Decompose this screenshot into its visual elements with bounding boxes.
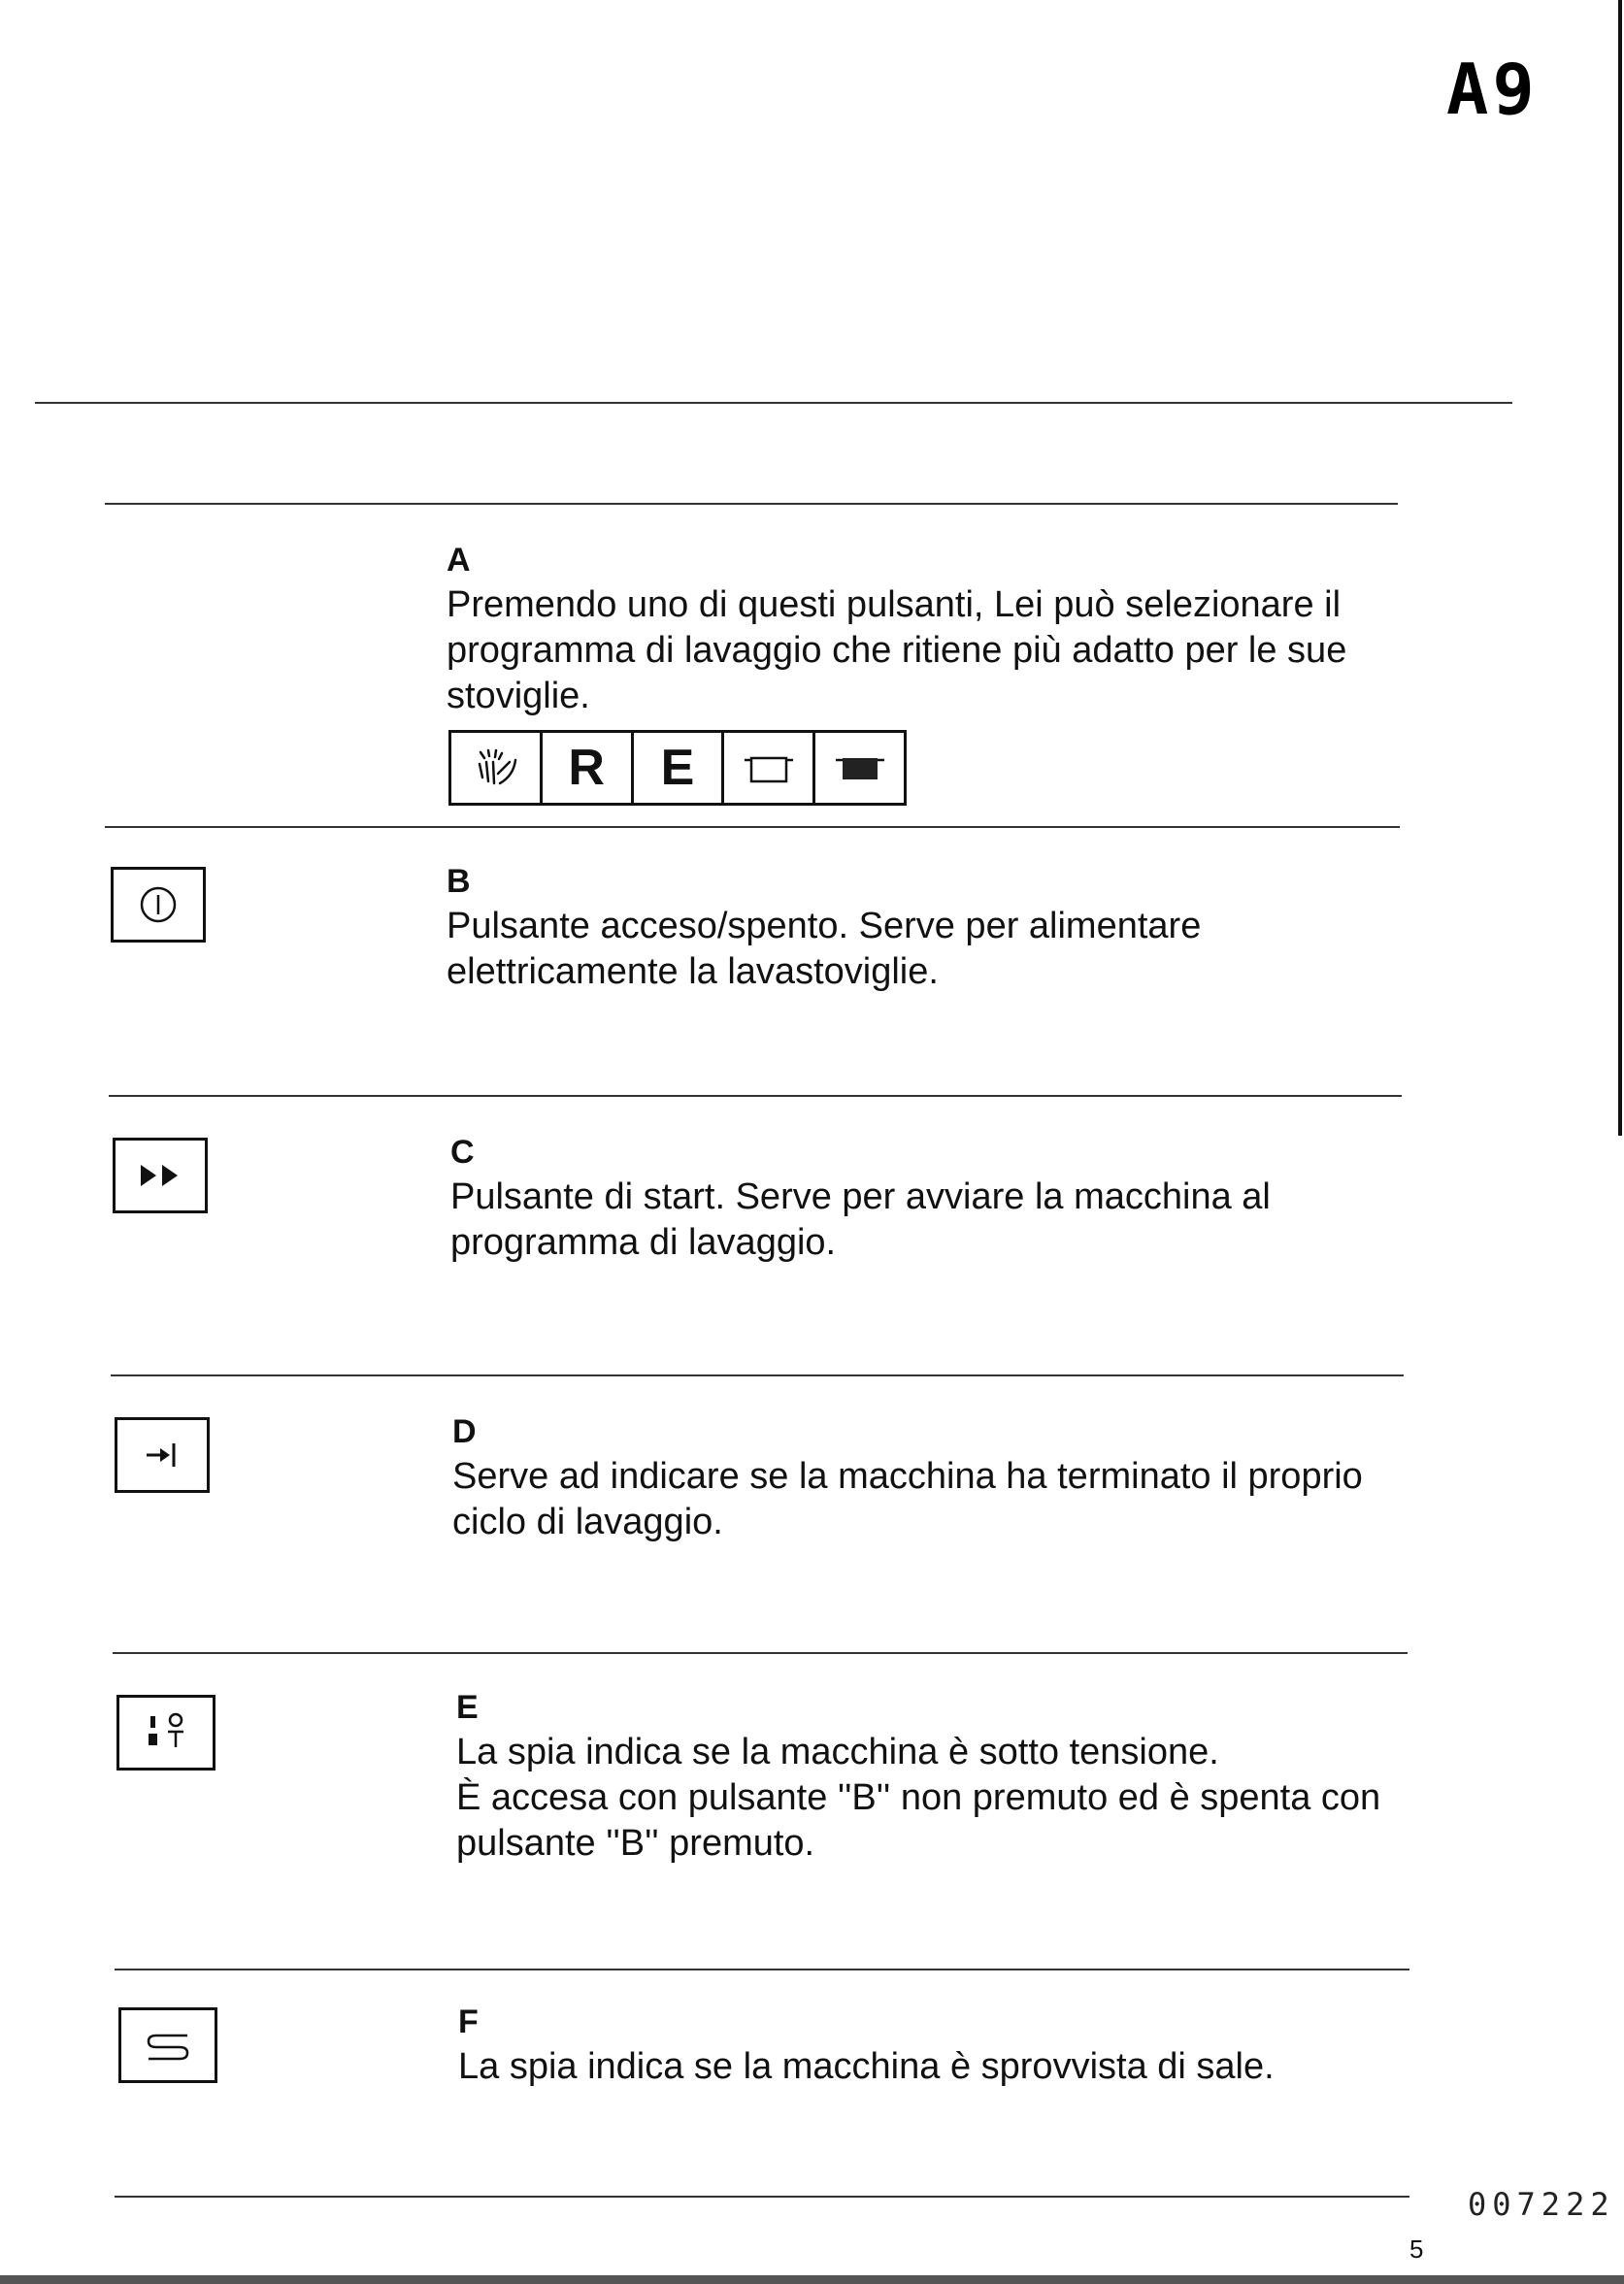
page-code: A9 [1446,49,1539,130]
bottom-edge [0,2275,1624,2284]
pot-filled-icon [833,748,887,787]
section-divider [115,2196,1409,2198]
section-letter-a: A [447,542,471,579]
section-letter-d: D [452,1413,477,1450]
program-button-glasses[interactable] [451,733,543,803]
section-letter-f: F [458,2003,479,2040]
section-text-e: La spia indica se la macchina è sotto tensione. È accesa con pulsante ''B'' non premuto ed è spenta con pulsante ''B'' premuto. [456,1732,1381,1864]
power-icon [137,883,180,926]
section-divider [111,1374,1404,1376]
section-letter-c: C [450,1134,475,1171]
section-divider [105,503,1398,505]
salt-indicator-light [118,2007,217,2083]
program-button-e[interactable] [634,733,725,803]
program-button-r[interactable] [543,733,634,803]
section-text-d: Serve ad indicare se la macchina ha terminato il proprio ciclo di lavaggio. [452,1456,1363,1542]
section-divider [109,1095,1402,1097]
section-divider [115,1969,1409,1970]
end-cycle-indicator [115,1417,210,1493]
power-indicator-light [116,1695,215,1771]
end-cycle-icon [141,1438,183,1473]
section-text-f: La spia indica se la macchina è sprovvista di sale. [458,2046,1275,2087]
section-divider [113,1652,1408,1654]
section-text-c: Pulsante di start. Serve per avviare la macchina al programma di lavaggio. [450,1176,1271,1263]
power-button[interactable] [111,867,206,943]
program-button-pot-light[interactable] [724,733,815,803]
serial-number: 007222 [1468,2186,1615,2223]
page-edge [1618,0,1622,1136]
section-letter-b: B [447,863,471,900]
top-divider [35,402,1512,404]
section-text-a: Premendo uno di questi pulsanti, Lei può selezionare il programma di lavaggio che ritiene più adatto per le sue stoviglie. [447,584,1347,716]
salt-icon [141,2026,195,2065]
section-divider [105,826,1400,828]
power-indicator-icon [137,1708,195,1757]
start-icon [131,1161,189,1190]
program-button-pot-heavy[interactable] [815,733,904,803]
glasses-icon [471,745,519,791]
start-button[interactable] [113,1138,208,1213]
pot-outline-icon [742,748,796,787]
section-text-b: Pulsante acceso/spento. Serve per alimentare elettricamente la lavastoviglie. [447,906,1202,992]
program-buttons [448,730,907,806]
page-number: 5 [1409,2234,1424,2264]
section-letter-e: E [456,1689,479,1726]
program-e-label: E [660,740,695,796]
program-r-label: R [568,740,605,796]
